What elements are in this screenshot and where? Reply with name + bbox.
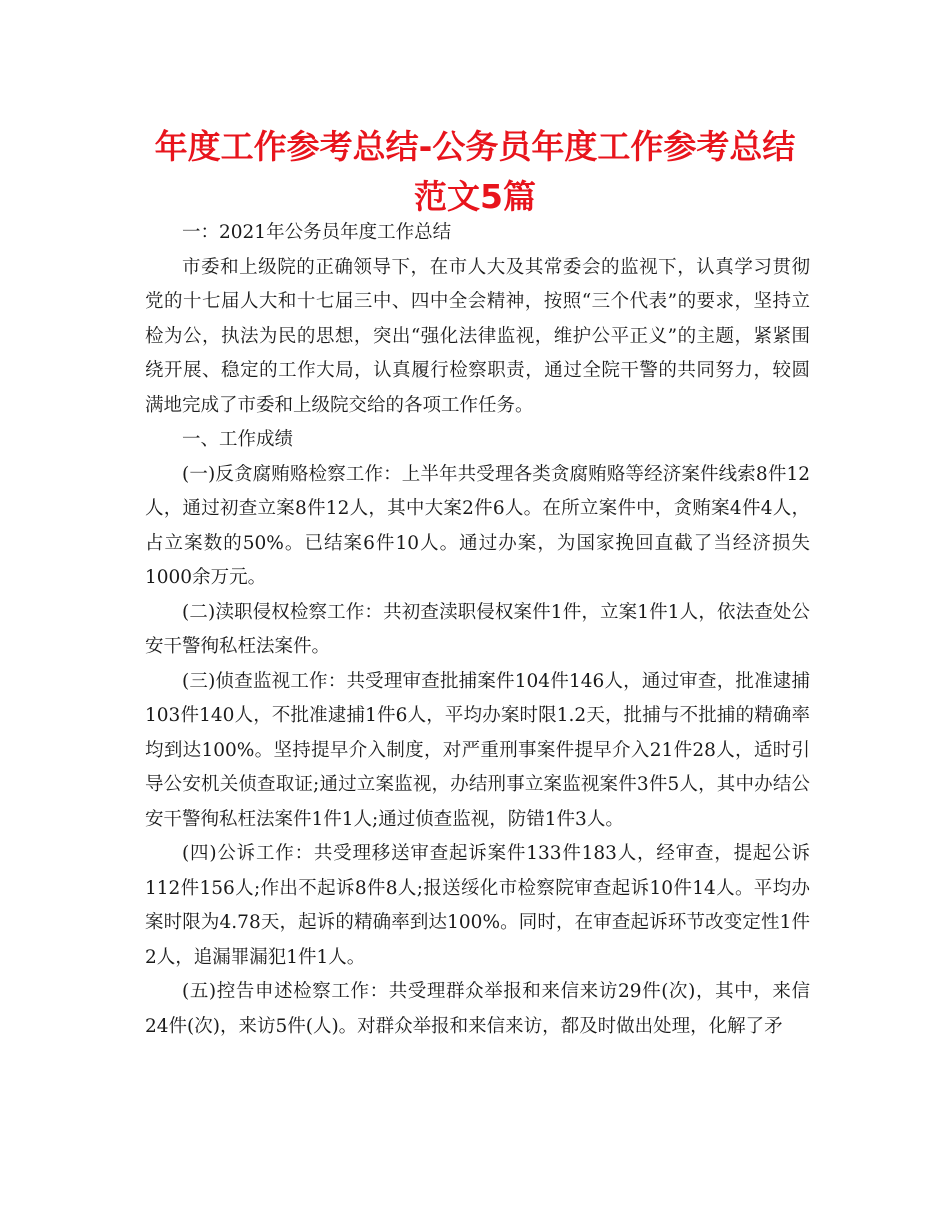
paragraph-intro: 市委和上级院的正确领导下，在市人大及其常委会的监视下，认真学习贯彻党的十七届人大和十七届三中、四中全会精神，按照“三个代表”的要求，坚持立检为公，执法为民的思想，突出“强化法律监视，维护公平正义”的主题，紧紧围绕开展、稳定的工作大局，认真履行检察职责，通过全院干警的共同努力，较圆满地完成了市委和上级院交给的各项工作任务。: [145, 256, 810, 416]
paragraph-complaints: (五)控告申述检察工作：共受理群众举报和来信来访29件(次)，其中，来信24件(次)，来访5件(人)。对群众举报和来信来访，都及时做出处理，化解了矛: [145, 981, 810, 1037]
section-heading: 一：2021年公务员年度工作总结: [182, 222, 452, 243]
paragraph-anti-corruption: (一)反贪腐贿赂检察工作：上半年共受理各类贪腐贿赂等经济案件线索8件12人，通过初查立案8件12人，其中大案2件6人。在所立案件中，贪贿案4件4人，占立案数的50%。已结案6件10人。通过办案，为国家挽回直截了当经济损失1000余万元。: [145, 463, 810, 588]
paragraph-prosecution: (四)公诉工作：共受理移送审查起诉案件133件183人，经审查，提起公诉112件156人;作出不起诉8件8人;报送绥化市检察院审查起诉10件14人。平均办案时限为4.78天，起诉的精确率到达100%。同时，在审查起诉环节改变定性1件2人，追漏罪漏犯1件1人。: [145, 843, 810, 968]
paragraph-investigation-supervision: (三)侦查监视工作：共受理审查批捕案件104件146人，通过审查，批准逮捕103件140人，不批准逮捕1件6人，平均办案时限1.2天，批捕与不批捕的精确率均到达100%。坚持提早介入制度，对严重刑事案件提早介入21件28人，适时引导公安机关侦查取证;通过立案监视，办结刑事立案监视案件3件5人，其中办结公安干警徇私枉法案件1件1人;通过侦查监视，防错1件3人。: [145, 670, 810, 830]
paragraph-dereliction: (二)渎职侵权检察工作：共初查渎职侵权案件1件，立案1件1人，依法查处公安干警徇私枉法案件。: [145, 601, 810, 657]
document-body: [145, 216, 810, 1044]
document-title: 年度工作参考总结-公务员年度工作参考总结范文5篇: [154, 127, 796, 216]
paragraph-work-results-heading: 一、工作成绩: [182, 429, 294, 450]
